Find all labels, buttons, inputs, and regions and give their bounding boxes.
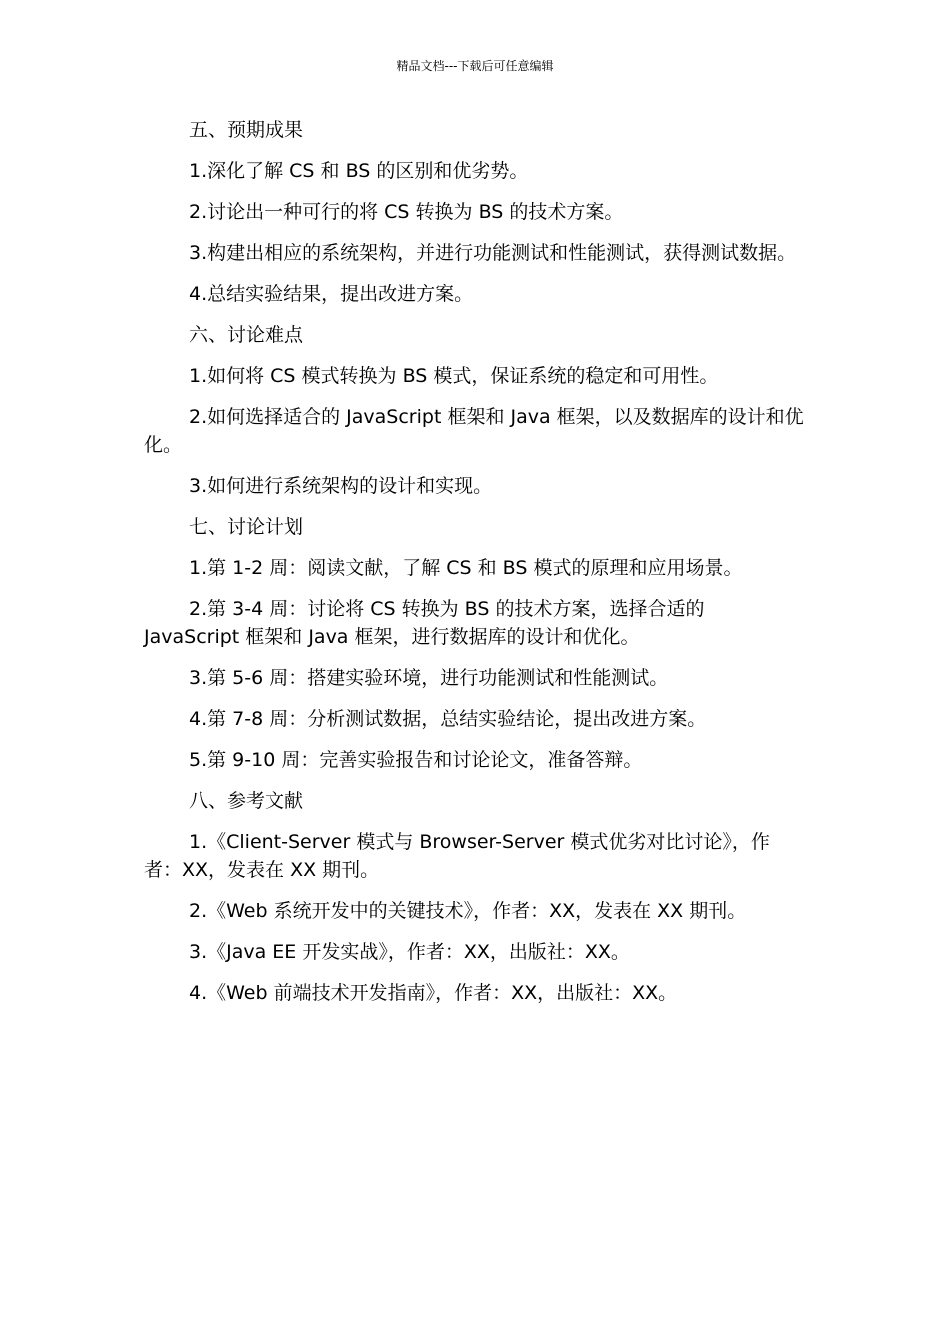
- paragraph: 3.第 5-6 周：搭建实验环境，进行功能测试和性能测试。: [189, 667, 669, 689]
- section-heading-plan: 七、讨论计划: [189, 516, 304, 538]
- paragraph: 2.第 3-4 周：讨论将 CS 转换为 BS 的技术方案，选择合适的 JavaScript 框架和 Java 框架，进行数据库的设计和优化。: [144, 598, 705, 648]
- paragraph: 5.第 9-10 周：完善实验报告和讨论论文，准备答辩。: [189, 749, 643, 771]
- paragraph: 3.构建出相应的系统架构，并进行功能测试和性能测试，获得测试数据。: [189, 242, 797, 264]
- paragraph: 4.第 7-8 周：分析测试数据，总结实验结论，提出改进方案。: [189, 708, 707, 730]
- paragraph: 1.如何将 CS 模式转换为 BS 模式，保证系统的稳定和可用性。: [189, 365, 719, 387]
- paragraph: 2.讨论出一种可行的将 CS 转换为 BS 的技术方案。: [189, 201, 624, 223]
- section-heading-expected-results: 五、预期成果: [189, 119, 304, 141]
- section-heading-references: 八、参考文献: [189, 790, 304, 812]
- section-heading-difficulties: 六、讨论难点: [189, 324, 304, 346]
- reference-item: 2.《Web 系统开发中的关键技术》，作者：XX，发表在 XX 期刊。: [189, 900, 747, 922]
- document-body: [144, 116, 804, 1020]
- paragraph: 4.总结实验结果，提出改进方案。: [189, 283, 474, 305]
- paragraph: 1.第 1-2 周：阅读文献，了解 CS 和 BS 模式的原理和应用场景。: [189, 557, 743, 579]
- paragraph: 1.深化了解 CS 和 BS 的区别和优劣势。: [189, 160, 529, 182]
- paragraph: 2.如何选择适合的 JavaScript 框架和 Java 框架，以及数据库的设计和优化。: [144, 406, 804, 456]
- reference-item: 3.《Java EE 开发实战》，作者：XX，出版社：XX。: [189, 941, 630, 963]
- page-header: 精品文档---下载后可任意编辑: [396, 59, 554, 73]
- reference-item: 4.《Web 前端技术开发指南》，作者：XX，出版社：XX。: [189, 982, 678, 1004]
- paragraph: 3.如何进行系统架构的设计和实现。: [189, 475, 493, 497]
- reference-item: 1.《Client-Server 模式与 Browser-Server 模式优劣对比讨论》，作者：XX，发表在 XX 期刊。: [144, 831, 770, 881]
